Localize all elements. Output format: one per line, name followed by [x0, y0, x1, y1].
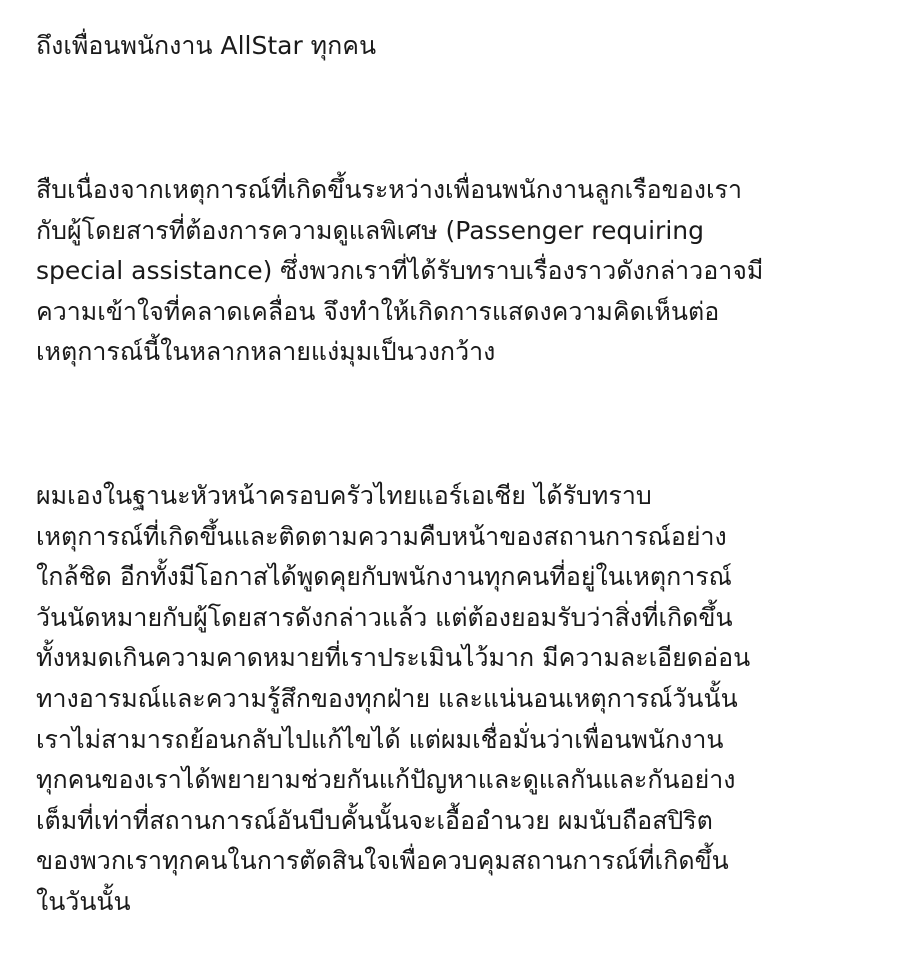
paragraph-line: เต็มที่เท่าที่สถานการณ์อันบีบคั้นนั้นจะเอื้ออำนวย ผมนับถือสปิริต: [36, 805, 713, 835]
paragraph-2: [36, 476, 750, 923]
paragraph-line: ทุกคนของเราได้พยายามช่วยกันแก้ปัญหาและดูแลกันและกันอย่าง: [36, 765, 736, 795]
paragraph-line: special assistance) ซึ่งพวกเราที่ได้รับทราบเรื่องราวดังกล่าวอาจมี: [36, 256, 764, 286]
letter-body: [36, 26, 886, 916]
paragraph-line: วันนัดหมายกับผู้โดยสารดังกล่าวแล้ว แต่ต้องยอมรับว่าสิ่งที่เกิดขึ้น: [36, 602, 733, 632]
paragraph-line: เหตุการณ์ที่เกิดขึ้นและติดตามความคืบหน้าของสถานการณ์อย่าง: [36, 521, 727, 551]
paragraph-line: ใกล้ชิด อีกทั้งมีโอกาสได้พูดคุยกับพนักงานทุกคนที่อยู่ในเหตุการณ์: [36, 562, 732, 592]
paragraph-line: ทางอารมณ์และความรู้สึกของทุกฝ่าย และแน่นอนเหตุการณ์วันนั้น: [36, 683, 738, 713]
paragraph-line: สืบเนื่องจากเหตุการณ์ที่เกิดขึ้นระหว่างเพื่อนพนักงานลูกเรือของเรา: [36, 175, 742, 204]
paragraph-line: ของพวกเราทุกคนในการตัดสินใจเพื่อควบคุมสถานการณ์ที่เกิดขึ้น: [36, 846, 729, 876]
paragraph-line: เราไม่สามารถย้อนกลับไปแก้ไขได้ แต่ผมเชื่อมั่นว่าเพื่อนพนักงาน: [36, 724, 724, 754]
paragraph-line: ผมเองในฐานะหัวหน้าครอบครัวไทยแอร์เอเชีย ได้รับทราบ: [36, 481, 652, 510]
paragraph-line: กับผู้โดยสารที่ต้องการความดูแลพิเศษ (Passenger requiring: [36, 215, 704, 245]
paragraph-line: ในวันนั้น: [36, 886, 131, 916]
paragraph-1: [36, 170, 763, 373]
letter-greeting: ถึงเพื่อนพนักงาน AllStar ทุกคน: [36, 31, 377, 60]
paragraph-line: ทั้งหมดเกินความคาดหมายที่เราประเมินไว้มาก มีความละเอียดอ่อน: [36, 643, 751, 673]
paragraph-line: ความเข้าใจที่คลาดเคลื่อน จึงทำให้เกิดการแสดงความคิดเห็นต่อ: [36, 296, 720, 326]
paragraph-line: เหตุการณ์นี้ในหลากหลายแง่มุมเป็นวงกว้าง: [36, 337, 496, 367]
